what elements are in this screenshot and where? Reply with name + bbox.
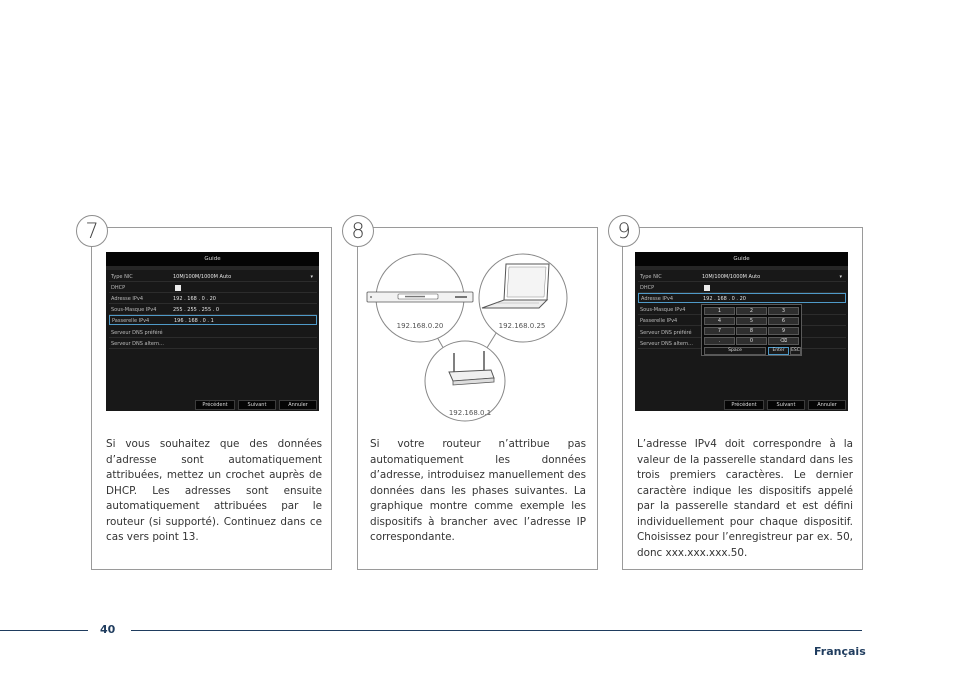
language-label: Français [814,645,866,658]
keypad-key: . [704,337,735,345]
dhcp-checkbox [704,285,710,291]
dhcp-checkbox [175,285,181,291]
row-label: Type NIC [640,274,662,280]
dropdown-arrow-icon: ▾ [839,274,842,280]
next-button: Suivant [238,400,276,410]
row-nic-type [638,272,846,282]
recorder-ip-label: 192.168.0.20 [396,322,444,330]
row-label: Type NIC [111,274,133,280]
row-label: DHCP [640,285,655,291]
row-value: 255 . 255 . 255 . 0 [173,307,220,313]
step-8-description: Si votre routeur n’attribue pas automatiquement les données d’adresse, introduisez manuellement des données dans les phases suivantes. La graphique montre comme exemple les dispositifs à brancher avec l’adresse IP correspondante. [370,438,586,543]
keypad-key: 5 [736,317,767,325]
network-diagram [363,248,593,428]
footer-rule-left [0,630,88,631]
step-9-screenshot [635,252,848,411]
keypad-key: 6 [768,317,799,325]
row-value: 192 . 168 . 0 . 20 [173,296,216,302]
row-dns-preferred [109,328,317,338]
row-dns-alternate [109,339,317,349]
row-ipv4 [109,294,317,304]
previous-button: Précédent [195,400,235,410]
step-8-number: 8 [342,215,374,247]
row-label: Passerelle IPv4 [640,318,678,324]
row-label: Adresse IPv4 [111,296,144,302]
recorder-icon [367,292,473,302]
screen-title-bar [106,266,319,270]
keypad-key: 1 [704,307,735,315]
screen-title-bar [635,266,848,270]
footer-rule-right [131,630,862,631]
screen-title: Guide [106,252,319,266]
row-value: 10M/100M/1000M Auto [173,274,232,280]
row-dhcp [109,283,317,293]
esc-key: ESC [791,348,800,353]
keypad-key: 3 [768,307,799,315]
numeric-keypad [701,304,802,356]
row-gateway [109,315,317,325]
page-number: 40 [100,623,116,636]
row-label: Serveur DNS altern... [640,341,693,347]
keypad-key: 0 [736,337,767,345]
step-7-screenshot [106,252,319,411]
row-ipv4 [638,293,846,303]
row-label: Passerelle IPv4 [112,318,150,324]
keypad-key: 7 [704,327,735,335]
previous-button: Précédent [724,400,764,410]
row-nic-type [109,272,317,282]
row-label: DHCP [111,285,126,291]
dropdown-arrow-icon: ▾ [310,274,313,280]
row-value: 10M/100M/1000M Auto [702,274,761,280]
laptop-ip-label: 192.168.0.25 [498,322,546,330]
screen-title: Guide [635,252,848,266]
router-ip-label: 192.168.0.1 [448,409,492,417]
space-key: Space [704,347,766,355]
step-9-number: 9 [608,215,640,247]
network-diagram-svg [363,248,593,428]
row-value: 196 . 168 . 0 . 1 [174,318,214,324]
screen-button-bar [192,400,317,410]
row-label: Sous-Masque IPv4 [111,307,157,313]
cancel-button: Annuler [279,400,317,410]
keypad-key: 4 [704,317,735,325]
keypad-key: 2 [736,307,767,315]
row-label: Serveur DNS préféré [640,330,692,336]
row-label: Sous-Masque IPv4 [640,307,686,313]
enter-key: Enter [768,347,789,355]
row-subnet [109,305,317,315]
step-7-description: Si vous souhaitez que des données d’adresse sont automatiquement attribuées, mettez un crochet auprès de DHCP. Les adresses sont ensuite automatiquement attribuées par le routeur (si supporté). Continuez dans ce cas vers point 13. [106,438,322,543]
cancel-button: Annuler [808,400,846,410]
keypad-key: 8 [736,327,767,335]
keypad-key: 9 [768,327,799,335]
backspace-icon: ⌫ [768,337,799,345]
step-9-description: L’adresse IPv4 doit correspondre à la valeur de la passerelle standard dans les trois premiers caractères. Le dernier caractère indique les dispositifs appelé par la passerelle standard et est défini individuellement pour chaque dispositif. Choisissez pour l’enregistreur par ex. 50, donc xxx.xxx.xxx.50. [637,438,853,559]
step-7-number: 7 [76,215,108,247]
screen-button-bar [721,400,846,410]
row-value: 192 . 168 . 0 . 20 [703,296,746,302]
row-label: Serveur DNS altern... [111,341,164,347]
row-label: Serveur DNS préféré [111,330,163,336]
row-label: Adresse IPv4 [641,296,674,302]
next-button: Suivant [767,400,805,410]
row-dhcp [638,283,846,293]
